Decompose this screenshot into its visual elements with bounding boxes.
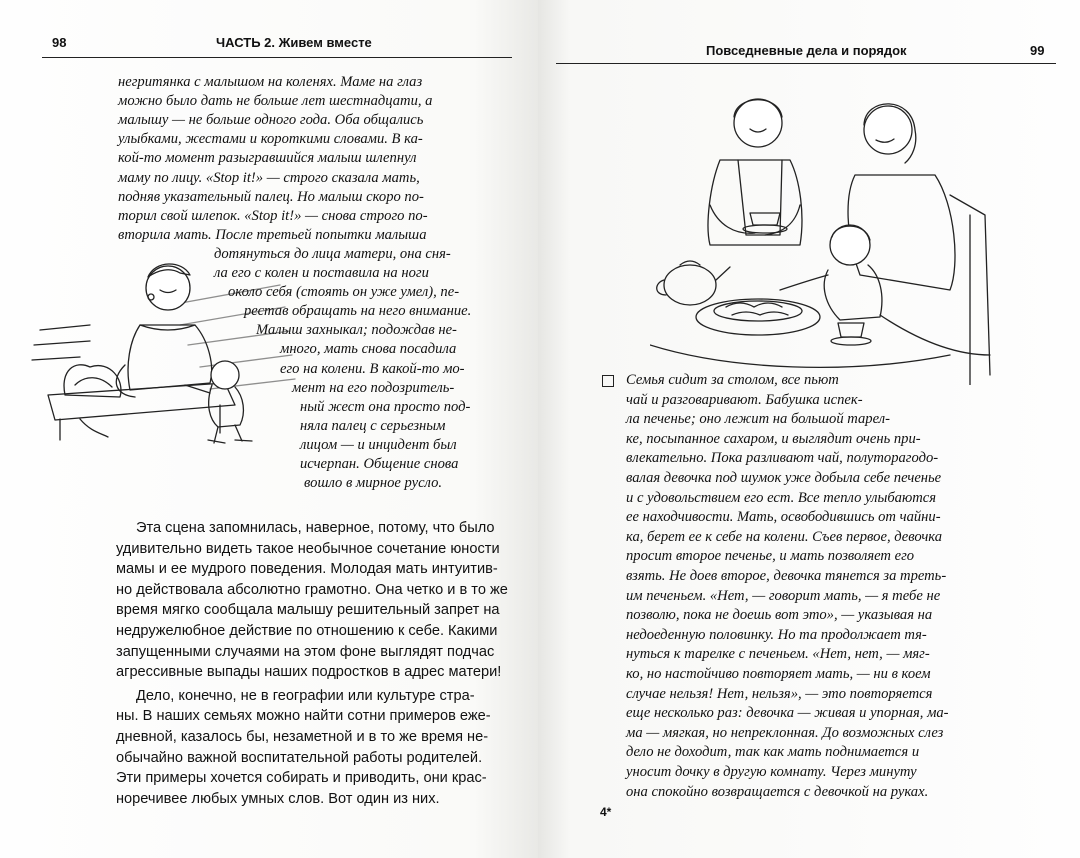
text-line: дотянуться до лица матери, она сня- (214, 245, 451, 262)
header-rule-right (556, 63, 1056, 64)
text-line: вошло в мирное русло. (304, 475, 443, 492)
text-line: подняв указательный палец. Но малыш скоро по- (118, 188, 424, 205)
text-line: позволю, пока не доешь вот это», — указывая на (626, 607, 933, 624)
text-line: Эта сцена запомнилась, наверное, потому, что было (136, 520, 495, 536)
text-line: ла его с колен и поставила на ноги (214, 265, 429, 281)
text-line: Семья сидит за столом, все пьют (626, 372, 839, 388)
text-line: мент на его подозритель- (292, 379, 455, 396)
text-line: много, мать снова посадила (280, 341, 457, 358)
text-line: ла печенье; оно лежит на большой тарел- (626, 411, 890, 428)
text-line: мамы и ее мудрого поведения. Молодая мать интуитив- (116, 561, 498, 578)
text-line: удивительно видеть такое необычное сочетание юности (116, 540, 500, 557)
text-line: просит второе печенье, и мать позволяет его (626, 548, 915, 565)
left-page (0, 0, 538, 858)
text-line: но действовала абсолютно грамотно. Она четко и в то же (116, 581, 508, 598)
text-line: маму по лицу. «Stop it!» — строго сказала мать, (118, 169, 420, 186)
text-line: и с удовольствием его ест. Все тепло улыбаются (626, 489, 937, 506)
text-line: влекательно. Пока разливают чай, полуторагодо- (626, 450, 939, 467)
text-line: исчерпан. Общение снова (300, 456, 459, 472)
text-line: ка, берет ее к себе на колени. Съев первое, девочка (626, 528, 943, 545)
page-number-left: 98 (52, 35, 67, 50)
text-line: Дело, конечно, не в географии или культуре стра- (136, 687, 475, 704)
text-line: валая девочка под шумок уже добыла себе печенье (626, 470, 942, 486)
page-number-right: 99 (1030, 43, 1045, 58)
header-rule-left (42, 57, 512, 58)
text-line: им печеньем. «Нет, — говорит мать, — я тебе не (626, 587, 941, 604)
text-line: улыбками, жестами и короткими словами. В ка- (118, 131, 423, 148)
text-line: ко, но настойчиво повторяет мать, — ни в коем (626, 666, 931, 682)
text-line: няла палец с серьезным (300, 417, 446, 434)
text-line: ны. В наших семьях можно найти сотни примеров еже- (116, 708, 491, 725)
text-line: время мягко сообщала малышу решительный запрет на (116, 602, 500, 619)
text-line: недружелюбное действие по отношению к себе. Какими (116, 623, 498, 639)
running-head-right: Повседневные дела и порядок (706, 43, 907, 58)
text-line: негритянка с малышом на коленях. Маме на глаз (118, 74, 423, 90)
text-line: малышу — не больше одного года. Оба общались (118, 112, 424, 129)
text-line: торил свой шлепок. «Stop it!» — снова строго по- (118, 207, 428, 224)
text-line: можно было дать не больше лет шестнадцати, а (118, 93, 433, 110)
text-line: Эти примеры хочется собирать и приводить, они крас- (116, 770, 487, 787)
text-line: нуться к тарелке с печеньем. «Нет, нет, — мяг- (626, 646, 930, 663)
paragraph-marker-icon (602, 375, 614, 387)
text-line: уносит дочку в другую комнату. Через минуту (626, 764, 917, 780)
text-line: запущенными случаями на этом фоне выглядят подчас (116, 643, 495, 660)
text-line: лицом — и инцидент был (300, 436, 457, 453)
text-line: около себя (стоять он уже умел), пе- (228, 284, 460, 301)
text-line: его на колени. В какой-то мо- (280, 360, 465, 377)
right-page (538, 0, 1080, 858)
text-line: ее находчивости. Мать, освободившись от чайни- (626, 509, 941, 526)
text-line: ный жест она просто под- (300, 398, 471, 415)
illustration-mother-child-bench (20, 255, 310, 445)
text-line: ке, посыпанное сахаром, и выглядит очень при- (626, 430, 921, 447)
illustration-family-tea-table (650, 85, 1000, 385)
text-line: агрессивные выпады наших подростков в адрес матери! (116, 664, 502, 681)
text-line: вторила мать. После третьей попытки малыша (118, 226, 427, 243)
text-line: случае нельзя! Нет, нельзя», — это повторяется (626, 685, 933, 702)
text-line: обычайно важной воспитательной работы родителей. (116, 749, 483, 766)
text-line: рестав обращать на него внимание. (244, 303, 472, 320)
text-line: еще несколько раз: девочка — живая и упорная, ма- (626, 705, 949, 722)
text-line: норечивее любых умных слов. Вот один из них. (116, 790, 440, 807)
text-line: она спокойно возвращается с девочкой на руках. (626, 783, 929, 800)
signature-mark: 4* (600, 805, 612, 819)
text-line: чай и разговаривают. Бабушка испек- (626, 391, 863, 408)
text-line: взять. Не доев второе, девочка тянется за треть- (626, 568, 947, 584)
text-line: недоеденную половинку. Но та продолжает тя- (626, 626, 927, 643)
text-line: дело не доходит, так как мать поднимается и (626, 744, 920, 761)
text-line: дневной, казалось бы, незаметной и в то же время не- (116, 729, 489, 745)
text-line: Малыш захныкал; подождав не- (256, 322, 457, 339)
running-head-left: ЧАСТЬ 2. Живем вместе (216, 35, 372, 50)
text-line: кой-то момент разыгравшийся малыш шлепнул (118, 150, 417, 167)
text-line: ма — мягкая, но непреклонная. До возможных слез (626, 724, 944, 741)
